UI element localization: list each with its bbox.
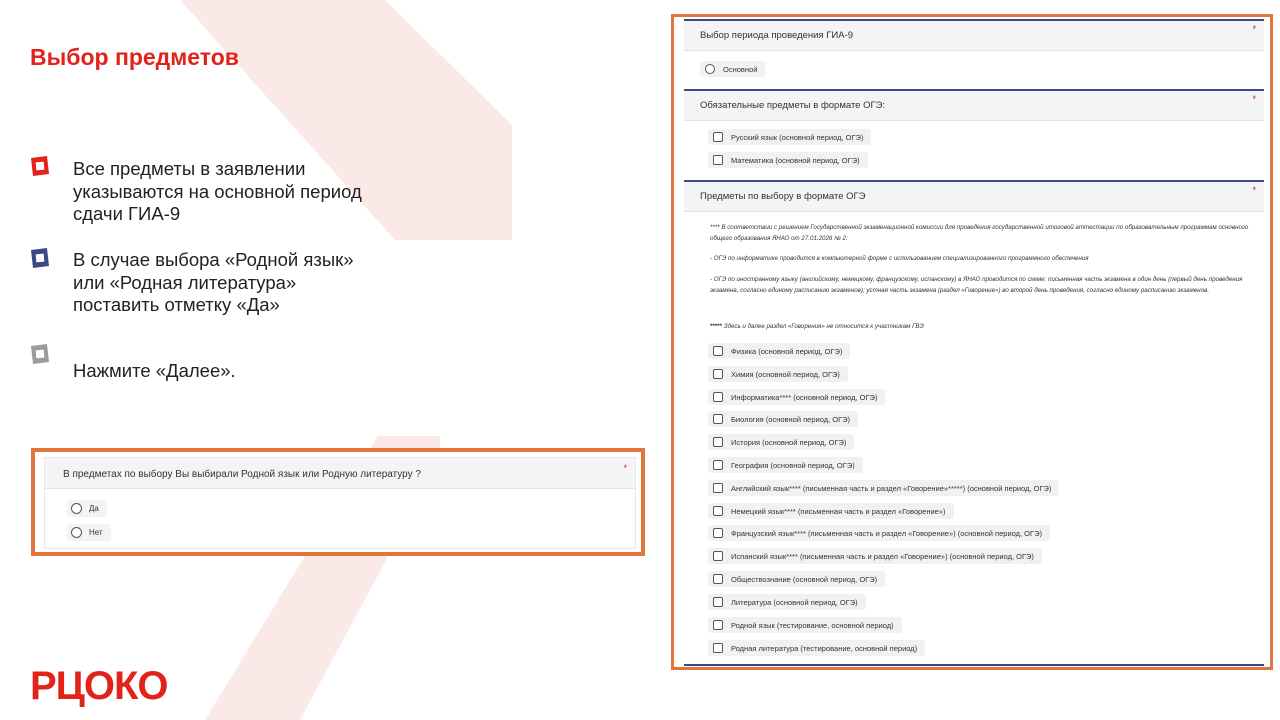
checkbox[interactable] (713, 132, 723, 142)
exam-note-3: - ОГЭ по иностранному языку (английскому, немецкому, французскому, испанскому) в ЯНАО проводится по схеме: письменная часть экзамена в один день (первый день проведения экзамена, согласно единому расписанию экзаменов); устная часть экзамена (раздел «Говорение») во второй день проведения, согласно единому расписанию экзаменов. (710, 276, 1243, 294)
subject-option-literature[interactable] (708, 594, 866, 610)
checkbox[interactable] (713, 155, 723, 165)
option-label: Химия (основной период, ОГЭ) (731, 369, 840, 379)
subject-option-geography[interactable] (708, 457, 863, 473)
checkbox[interactable] (713, 369, 723, 379)
question-label: В предметах по выбору Вы выбирали Родной язык или Родную литературу ? (63, 469, 421, 480)
option-label: Физика (основной период, ОГЭ) (731, 346, 843, 356)
native-language-question (44, 457, 636, 549)
period-section (684, 19, 1264, 87)
exam-note-1: **** В соответствии с решением Государственной экзаменационной комиссии для проведения государственной итоговой аттестации по образовательным программам основного общего образования ЯНАО от 27.01.2026 № 2: (710, 224, 1249, 242)
subject-option-physics[interactable] (708, 343, 850, 359)
subject-selection-form (671, 14, 1273, 670)
subject-option-german[interactable] (708, 503, 954, 519)
checkbox[interactable] (713, 597, 723, 607)
option-label: Математика (основной период, ОГЭ) (731, 155, 860, 165)
option-label: Английский язык**** (письменная часть и раздел «Говорение»*****) (основной период, ОГЭ) (731, 483, 1052, 493)
option-label: Литература (основной период, ОГЭ) (731, 597, 858, 607)
square-bullet-icon (30, 344, 50, 364)
subject-option-social-studies[interactable] (708, 571, 885, 587)
option-label: Информатика**** (основной период, ОГЭ) (731, 392, 878, 402)
slide-title: Выбор предметов (30, 44, 239, 70)
next-section-border (684, 664, 1264, 670)
footnote-mark: ***** (710, 323, 723, 330)
radio-button[interactable] (71, 503, 82, 514)
option-label: История (основной период, ОГЭ) (731, 437, 847, 447)
subject-option-english[interactable] (708, 480, 1059, 496)
option-label: Обществознание (основной период, ОГЭ) (731, 574, 878, 584)
square-bullet-icon (30, 156, 50, 176)
exam-note-2: - ОГЭ по информатике проводится в компьютерной форме с использованием специализированного программного обеспечения (710, 255, 1089, 262)
section-title: Выбор периода проведения ГИА-9 (700, 30, 854, 41)
option-label: Родной язык (тестирование, основной период) (731, 620, 894, 630)
subject-option-native-literature[interactable] (708, 640, 925, 656)
checkbox[interactable] (713, 460, 723, 470)
checkbox[interactable] (713, 574, 723, 584)
speaking-footnote (710, 322, 1260, 333)
option-no[interactable] (67, 524, 111, 541)
subject-option-informatics[interactable] (708, 389, 885, 405)
section-header (684, 91, 1264, 121)
checkbox[interactable] (713, 620, 723, 630)
checkbox[interactable] (713, 551, 723, 561)
period-option-main[interactable] (700, 61, 765, 77)
footnote-text: Здесь и далее раздел «Говорения» не относится к участникам ГВЭ (723, 323, 924, 330)
section-header (684, 182, 1264, 212)
option-label: География (основной период, ОГЭ) (731, 460, 855, 470)
option-label: Родная литература (тестирование, основной период) (731, 643, 918, 653)
required-mark: * (1252, 24, 1256, 34)
section-header (684, 21, 1264, 51)
checkbox[interactable] (713, 414, 723, 424)
rcoko-logo: РЦОКО (30, 664, 168, 708)
elective-subjects-section (684, 180, 1264, 670)
section-title: Предметы по выбору в формате ОГЭ (700, 191, 866, 202)
option-label: Биология (основной период, ОГЭ) (731, 414, 851, 424)
subject-option-russian[interactable] (708, 129, 871, 145)
subject-option-french[interactable] (708, 525, 1050, 541)
subject-option-chemistry[interactable] (708, 366, 848, 382)
subject-option-history[interactable] (708, 434, 854, 450)
option-yes[interactable] (67, 500, 107, 517)
question-header (45, 458, 635, 489)
section-title: Обязательные предметы в формате ОГЭ: (700, 100, 886, 111)
mandatory-subjects-section (684, 89, 1264, 179)
option-label: Нет (89, 528, 103, 537)
checkbox[interactable] (713, 643, 723, 653)
option-label: Испанский язык**** (письменная часть и раздел «Говорение») (основной период, ОГЭ) (731, 551, 1034, 561)
checkbox[interactable] (713, 437, 723, 447)
bullet-text-3: Нажмите «Далее». (73, 360, 236, 381)
required-mark: * (623, 463, 627, 473)
subject-option-biology[interactable] (708, 411, 858, 427)
subject-option-native-language[interactable] (708, 617, 902, 633)
checkbox[interactable] (713, 506, 723, 516)
bullet-text-2: В случае выбора «Родной язык» или «Родная литература» поставить отметку «Да» (73, 249, 354, 315)
native-language-question-panel (31, 448, 645, 556)
option-label: Да (89, 504, 99, 513)
option-label: Русский язык (основной период, ОГЭ) (731, 132, 864, 142)
subject-option-math[interactable] (708, 152, 868, 168)
required-mark: * (1252, 185, 1256, 195)
radio-button[interactable] (705, 64, 715, 74)
option-label: Французский язык**** (письменная часть и раздел «Говорение») (основной период, ОГЭ) (731, 528, 1042, 538)
required-mark: * (1252, 94, 1256, 104)
option-label: Немецкий язык**** (письменная часть и раздел «Говорение») (731, 506, 946, 516)
radio-button[interactable] (71, 527, 82, 538)
checkbox[interactable] (713, 392, 723, 402)
checkbox[interactable] (713, 528, 723, 538)
bullet-text-1: Все предметы в заявлении указываются на основной период сдачи ГИА-9 (73, 158, 362, 224)
checkbox[interactable] (713, 346, 723, 356)
square-bullet-icon (30, 248, 50, 268)
checkbox[interactable] (713, 483, 723, 493)
option-label: Основной (723, 64, 758, 74)
subject-option-spanish[interactable] (708, 548, 1042, 564)
